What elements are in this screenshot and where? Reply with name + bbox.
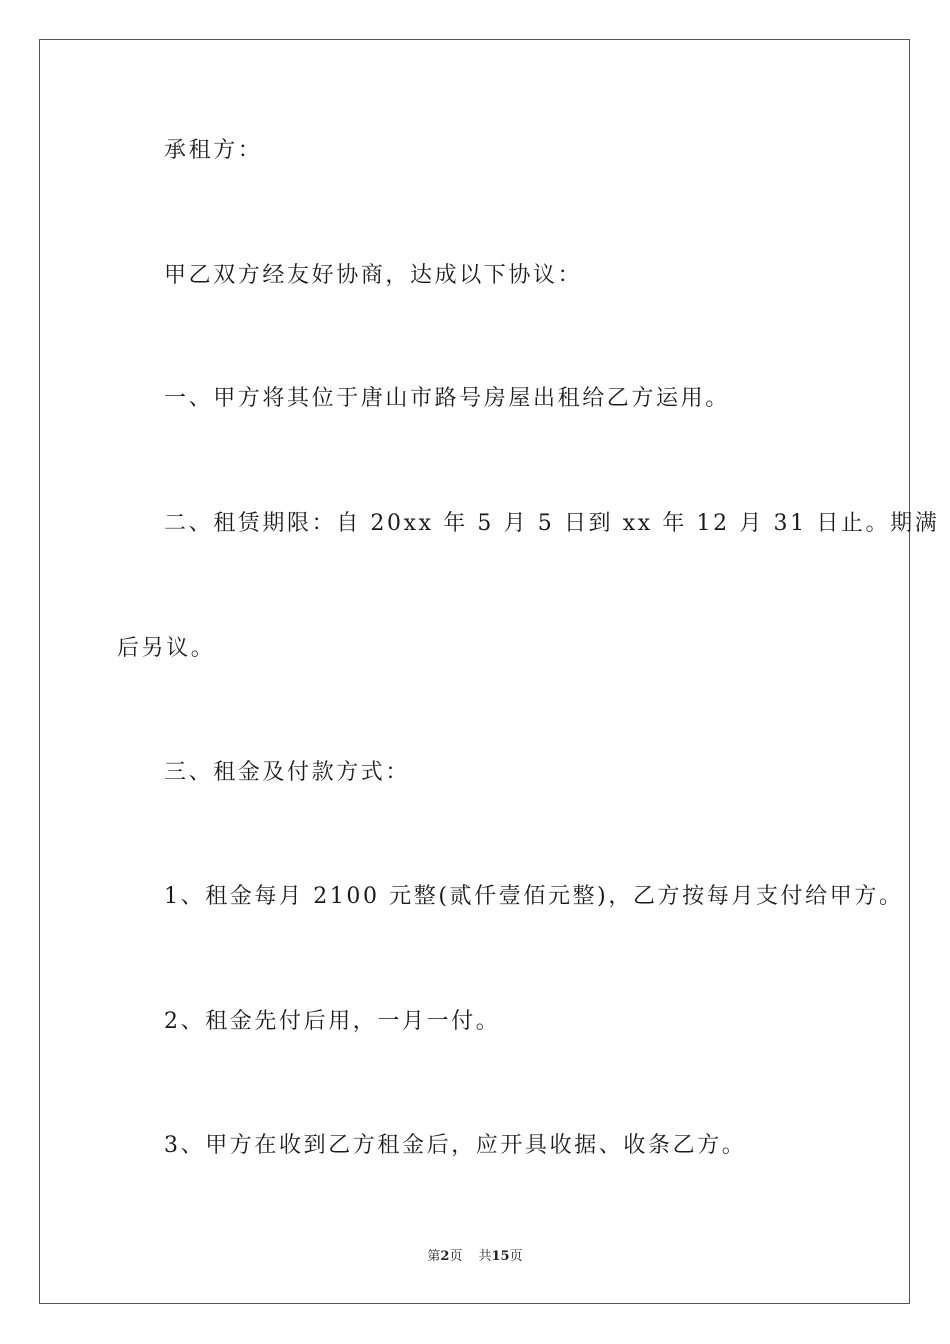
- page-border: [39, 39, 910, 1304]
- clause-2-line-2: 后另议。: [117, 636, 216, 661]
- page-suffix: 页: [449, 1249, 463, 1264]
- clause-1: 一、甲方将其位于唐山市路号房屋出租给乙方运用。: [164, 386, 730, 411]
- total-suffix: 页: [509, 1249, 523, 1264]
- clause-2-line-1: 二、租赁期限：自 20xx 年 5 月 5 日到 xx 年 12 月 31 日止。期满: [164, 511, 940, 536]
- clause-3-item-3: 3、甲方在收到乙方租金后，应开具收据、收条乙方。: [164, 1133, 747, 1158]
- clause-3-heading: 三、租金及付款方式：: [164, 760, 411, 785]
- page-footer: [0, 1248, 950, 1266]
- clause-3-item-2: 2、租金先付后用，一月一付。: [164, 1009, 501, 1034]
- page-number: 2: [440, 1249, 450, 1264]
- lessee-label: 承租方：: [164, 138, 263, 163]
- total-pages: 15: [491, 1249, 510, 1264]
- agreement-intro: 甲乙双方经友好协商，达成以下协议：: [164, 263, 583, 288]
- page-prefix: 第: [427, 1249, 441, 1264]
- clause-3-item-1: 1、租金每月 2100 元整(贰仟壹佰元整)，乙方按每月支付给甲方。: [164, 884, 904, 909]
- total-prefix: 共: [478, 1249, 492, 1264]
